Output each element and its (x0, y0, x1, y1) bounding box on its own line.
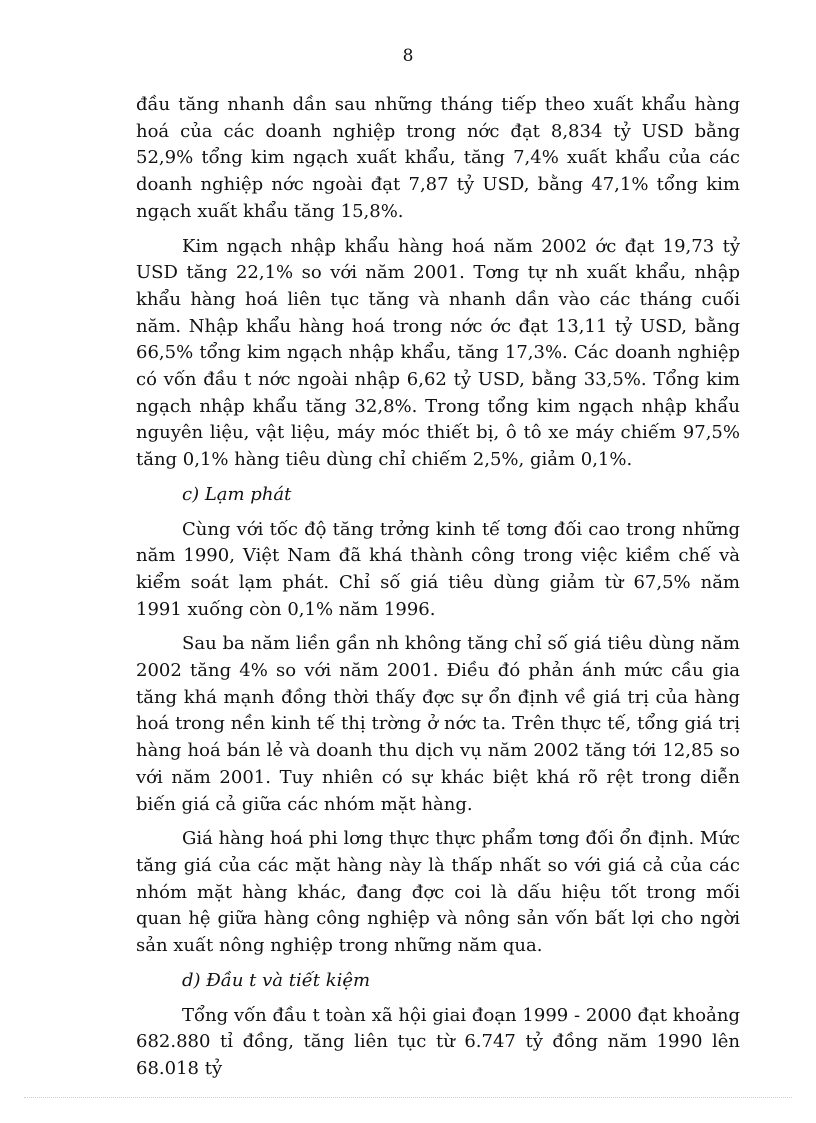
page-number: 8 (402, 46, 414, 66)
section-heading-inflation: c) Lạm phát (182, 483, 292, 505)
paragraph-import-turnover: Kim ngạch nhập khẩu hàng hoá năm 2002 ớc đạt 19,73 tỷ USD tăng 22,1% so với năm 2001. Tơng tự nh xuất khẩu, nhập khẩu hàng hoá liên tục tăng và nhanh dần vào các tháng cuối năm. Nhập khẩu hàng hoá trong nớc ớc đạt 13,11 tỷ USD, bằng 66,5% tổng kim ngạch nhập khẩu, tăng 17,3%. Các doanh nghiệp có vốn đầu t nớc ngoài nhập 6,62 tỷ USD, bằng 33,5%. Tổng kim ngạch nhập khẩu tăng 32,8%. Trong tổng kim ngạch nhập khẩu nguyên liệu, vật liệu, máy móc thiết bị, ô tô xe máy chiếm 97,5% tăng 0,1% hàng tiêu dùng chỉ chiếm 2,5%, giảm 0,1%. (136, 235, 740, 471)
paragraph-consumer-price-index: Sau ba năm liền gần nh không tăng chỉ số giá tiêu dùng năm 2002 tăng 4% so với năm 2001. Điều đó phản ánh mức cầu gia tăng khá mạnh đồng thời thấy đợc sự ổn định về giá trị của hàng hoá trong nền kinh tế thị trờng ở nớc ta. Trên thực tế, tổng giá trị hàng hoá bán lẻ và doanh thu dịch vụ năm 2002 tăng tới 12,85 so với năm 2001. Tuy nhiên có sự khác biệt khá rõ rệt trong diễn biến giá cả giữa các nhóm mặt hàng. (136, 633, 740, 815)
paragraph-inflation-control: Cùng với tốc độ tăng trởng kinh tế tơng đối cao trong những năm 1990, Việt Nam đã khá thành công trong việc kiềm chế và kiểm soát lạm phát. Chỉ số giá tiêu dùng giảm từ 67,5% năm 1991 xuống còn 0,1% năm 1996. (136, 518, 740, 620)
document-body (136, 92, 740, 1091)
paragraph-non-food-prices: Giá hàng hoá phi lơng thực thực phẩm tơng đối ổn định. Mức tăng giá của các mặt hàng này là thấp nhất so với giá cả của các nhóm mặt hàng khác, đang đợc coi là dấu hiệu tốt trong mối quan hệ giữa hàng công nghiệp và nông sản vốn bất lợi cho ngời sản xuất nông nghiệp trong những năm qua. (136, 828, 740, 957)
section-heading-investment-savings: d) Đầu t và tiết kiệm (182, 969, 371, 991)
page-bottom-divider (24, 1097, 792, 1098)
paragraph-total-investment: Tổng vốn đầu t toàn xã hội giai đoạn 1999 - 2000 đạt khoảng 682.880 tỉ đồng, tăng liên tục từ 6.747 tỷ đồng năm 1990 lên 68.018 tỷ (136, 1004, 740, 1079)
paragraph-export-enterprises: đầu tăng nhanh dần sau những tháng tiếp theo xuất khẩu hàng hoá của các doanh nghiệp trong nớc đạt 8,834 tỷ USD bằng 52,9% tổng kim ngạch xuất khẩu, tăng 7,4% xuất khẩu của các doanh nghiệp nớc ngoài đạt 7,87 tỷ USD, bằng 47,1% tổng kim ngạch xuất khẩu tăng 15,8%. (136, 94, 740, 222)
